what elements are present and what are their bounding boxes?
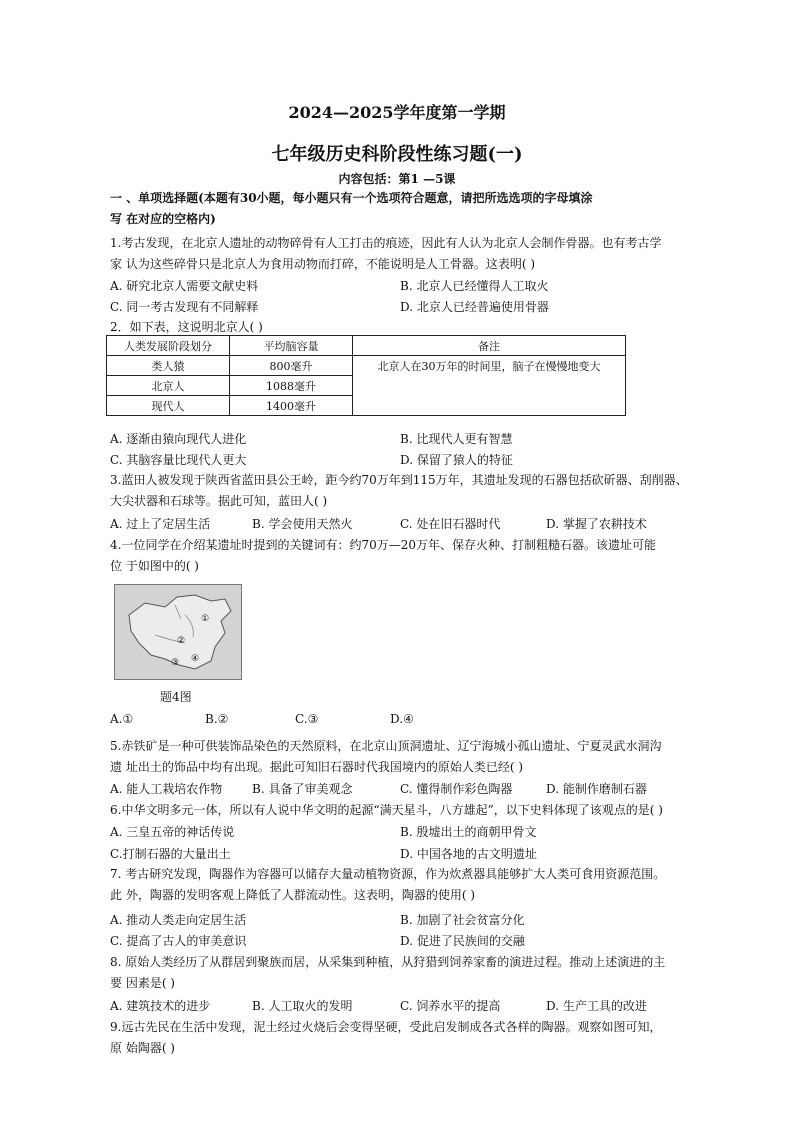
- q4-option-c: C.③: [295, 712, 319, 726]
- china-map-figure: [114, 584, 242, 680]
- map-drawing: [115, 585, 241, 679]
- content-scope: 内容包括：第1 —5课: [338, 172, 456, 186]
- q2-option-b: B. 比现代人更有智慧: [400, 432, 513, 446]
- table-cell: 类人猿: [107, 356, 230, 376]
- q6-option-b: B. 殷墟出土的商朝甲骨文: [400, 825, 537, 839]
- q6-option-a: A. 三皇五帝的神话传说: [110, 825, 235, 839]
- q3-option-b: B. 学会使用天然火: [252, 517, 353, 531]
- table-header-cell: 人类发展阶段划分: [107, 336, 230, 356]
- table-row: [107, 356, 626, 376]
- q1-stem-line1: 1.考古发现，在北京人遗址的动物碎骨有人工打击的痕迹，因此有人认为北京人会制作骨器。也有考古学: [110, 236, 662, 250]
- exam-title: 七年级历史科阶段性练习题(一): [271, 144, 523, 165]
- table-note-cell: 北京人在30万年的时间里，脑子在慢慢地变大: [353, 356, 626, 416]
- q4-option-d: D.④: [390, 712, 414, 726]
- q2-option-a: A. 逐渐由猿向现代人进化: [110, 432, 247, 446]
- q8-option-b: B. 人工取火的发明: [252, 999, 353, 1013]
- q6-option-d: D. 中国各地的古文明遗址: [400, 847, 537, 861]
- q8-stem-line2: 要 因素是( ): [110, 976, 175, 990]
- table-cell: 1400毫升: [230, 396, 353, 416]
- q6-option-c: C.打制石器的大量出土: [110, 847, 231, 861]
- q9-stem-line1: 9.远古先民在生活中发现，泥土经过火烧后会变得坚硬，受此启发制成各式各样的陶器。观察如图可知，: [110, 1020, 662, 1034]
- q8-stem-line1: 8. 原始人类经历了从群居到聚族而居，从采集到种植，从狩猎到饲养家畜的演进过程。推动上述演进的主: [110, 955, 666, 969]
- map-label-3: ③: [171, 658, 180, 668]
- q7-option-d: D. 促进了民族间的交融: [400, 934, 525, 948]
- table-header-cell: 备注: [353, 336, 626, 356]
- q3-stem-line2: 大尖状器和石球等。据此可知，蓝田人( ): [110, 494, 328, 508]
- q6-stem: 6.中华文明多元一体，所以有人说中华文明的起源“满天星斗，八方雄起”，以下史料体现了该观点的是( ): [110, 803, 663, 817]
- table-header-row: [107, 336, 626, 356]
- map-label-2: ②: [177, 636, 186, 646]
- q8-option-a: A. 建筑技术的进步: [110, 999, 211, 1013]
- q2-option-c: C. 其脑容量比现代人更大: [110, 453, 247, 467]
- q3-option-d: D. 掌握了农耕技术: [546, 517, 647, 531]
- q3-stem-line1: 3.蓝田人被发现于陕西省蓝田县公王岭，距今约70万年到115万年，其遗址发现的石器包括砍斫器、刮削器、: [110, 473, 688, 487]
- section-instructions-line1: 一 、单项选择题(本题有30小题，每小题只有一个选项符合题意，请把所选选项的字母填涂: [110, 191, 593, 205]
- map-label-4: ④: [191, 654, 200, 664]
- map-label-1: ①: [201, 614, 210, 624]
- q3-option-c: C. 处在旧石器时代: [400, 517, 501, 531]
- q5-option-c: C. 懂得制作彩色陶器: [400, 782, 513, 796]
- q4-stem-line2: 位 于如图中的( ): [110, 559, 199, 573]
- school-year-heading: 2024—2025学年度第一学期: [288, 103, 506, 122]
- q5-stem-line1: 5.赤铁矿是一种可供装饰品染色的天然原料，在北京山顶洞遗址、辽宁海城小孤山遗址、宁夏灵武水洞沟: [110, 739, 662, 753]
- table-cell: 北京人: [107, 376, 230, 396]
- q1-option-d: D. 北京人已经普遍使用骨器: [400, 300, 549, 314]
- brain-capacity-table: [106, 335, 626, 416]
- q5-stem-line2: 遗 址出土的饰品中均有出现。据此可知旧石器时代我国境内的原始人类已经( ): [110, 760, 523, 774]
- q1-stem-line2: 家 认为这些碎骨只是北京人为食用动物而打碎，不能说明是人工骨器。这表明( ): [110, 257, 535, 271]
- q1-option-b: B. 北京人已经懂得人工取火: [400, 279, 549, 293]
- q1-option-c: C. 同一考古发现有不同解释: [110, 300, 259, 314]
- table-header-cell: 平均脑容量: [230, 336, 353, 356]
- q4-stem-line1: 4.一位同学在介绍某遗址时提到的关键词有：约70万—20万年、保存火种、打制粗糙石器。该遗址可能: [110, 538, 656, 552]
- table-cell: 800毫升: [230, 356, 353, 376]
- q7-option-a: A. 推动人类走向定居生活: [110, 913, 247, 927]
- q2-stem: 2．如下表，这说明北京人( ): [110, 320, 263, 334]
- figure-caption: 题4图: [160, 690, 192, 704]
- q5-option-b: B. 具备了审美观念: [252, 782, 353, 796]
- q4-option-a: A.①: [110, 712, 134, 726]
- q1-option-a: A. 研究北京人需要文献史料: [110, 279, 259, 293]
- table-cell: 现代人: [107, 396, 230, 416]
- q7-option-c: C. 提高了古人的审美意识: [110, 934, 247, 948]
- q7-stem-line2: 此 外，陶器的发明客观上降低了人群流动性。这表明，陶器的使用( ): [110, 888, 475, 902]
- q8-option-d: D. 生产工具的改进: [546, 999, 647, 1013]
- q2-option-d: D. 保留了猿人的特征: [400, 453, 513, 467]
- q7-stem-line1: 7. 考古研究发现，陶器作为容器可以储存大量动植物资源，作为炊煮器具能够扩大人类可食用资源范围。: [110, 867, 666, 881]
- q3-option-a: A. 过上了定居生活: [110, 517, 211, 531]
- q4-option-b: B.②: [205, 712, 229, 726]
- q9-stem-line2: 原 始陶器( ): [110, 1041, 175, 1055]
- q7-option-b: B. 加剧了社会贫富分化: [400, 913, 525, 927]
- q8-option-c: C. 饲养水平的提高: [400, 999, 501, 1013]
- section-instructions-line2: 写 在对应的空格内): [110, 212, 216, 226]
- table-cell: 1088毫升: [230, 376, 353, 396]
- q5-option-a: A. 能人工栽培农作物: [110, 782, 223, 796]
- q5-option-d: D. 能制作磨制石器: [546, 782, 647, 796]
